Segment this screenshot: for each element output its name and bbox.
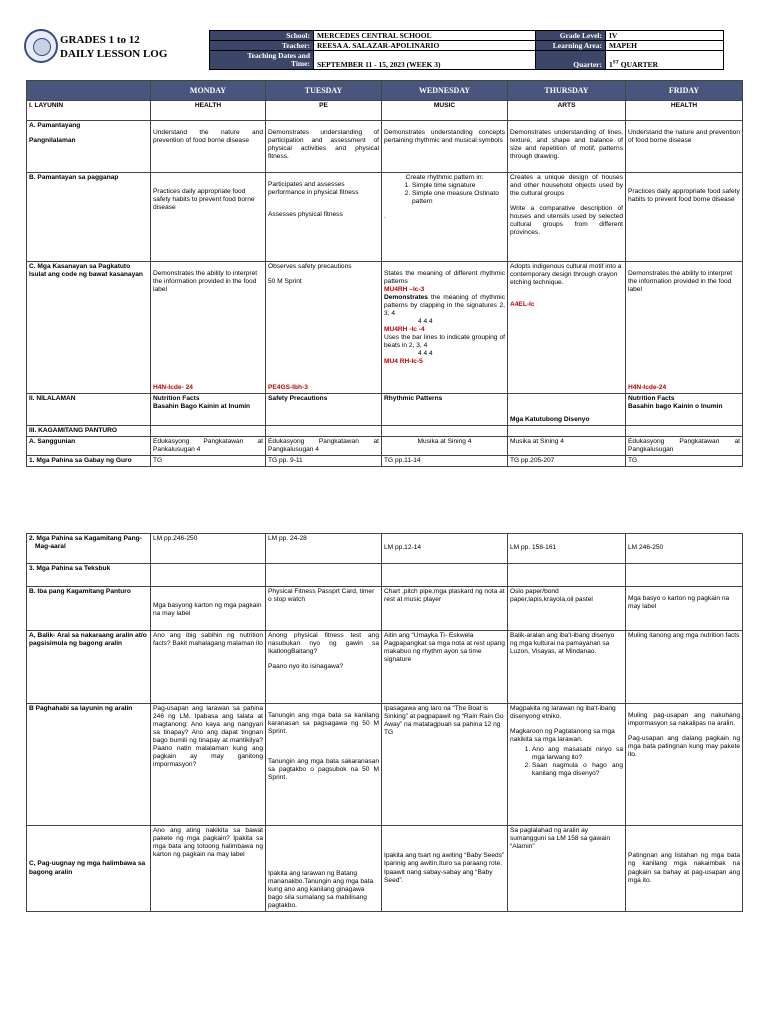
balik-aral-friday: Muling itanong ang mga nutrition facts xyxy=(626,631,743,704)
info-table xyxy=(209,30,724,70)
balik-aral-tuesday: Anong physical fitness test ang nasubukan nyo ng gawin sa IkatlongBaitang? Paano nyo ito isinagawa? xyxy=(266,631,382,704)
balik-aral-monday: Ano ang ibig sabihin ng nutrition facts? Bakit mahalagang malaman ito xyxy=(151,631,266,704)
teacher-label: Teacher: xyxy=(210,41,314,51)
dates-value: SEPTEMBER 11 - 15, 2023 (WEEK 3) xyxy=(314,51,536,70)
school-label: School: xyxy=(210,31,314,41)
code-wednesday-1: MU4RH –Ic-3 xyxy=(384,286,425,294)
sanggunian-monday: Edukasyong Pangkatawan at Pankalusugan 4 xyxy=(151,437,266,456)
day-wednesday: WEDNESDAY xyxy=(382,81,508,101)
nilalaman-wednesday: Rhythmic Patterns xyxy=(382,394,508,426)
day-tuesday: TUESDAY xyxy=(266,81,382,101)
subject-tuesday: PE xyxy=(266,101,382,121)
quarter-value: 1ST QUARTER xyxy=(606,51,724,70)
row-label-nilalaman: II. NILALAMAN xyxy=(27,394,151,426)
balik-aral-wednesday: Aitin ang “Umayka Ti- Eskwela Pagpapangkat sa mga nota at rest upang makabuo ng rhythm ayon sa time signature xyxy=(382,631,508,704)
nilalaman-monday: Nutrition Facts Basahin Bago Kainin at Inumin xyxy=(151,394,266,426)
paghahabi-wednesday: Ipasagawa ang laro na “The Boat is Sinking” at pagpapawit ng “Rain Rain Go Away” na matatagpuan sa pahina 12 ng TG xyxy=(382,704,508,826)
iba-pa-monday: Mga basyong karton ng mga pagkain na may label xyxy=(151,587,266,631)
row-label-layunin: I. LAYUNIN xyxy=(27,101,151,121)
kagamitang-monday: LM pp.246-250 xyxy=(151,534,266,564)
nilalaman-friday: Nutrition Facts Basahin bago Kainin o Inumin xyxy=(626,394,743,426)
pagganap-friday: Practices daily appropriate food safety habits to prevent food borne disease xyxy=(626,173,743,262)
paghahabi-tuesday: Tanungin ang mga bata sa kanilang karanasan sa pagsagawa ng 50 M Sprint. Tanungin ang mga bata sakaranasan sa pagtakbo o pagsubok na 50 M Sprint. xyxy=(266,704,382,826)
row-label-sanggunian: A. Sanggunian xyxy=(27,437,151,456)
pag-uugnay-wednesday: Ipakita ang tsart ng awiting “Baby Seeds” Iparinig ang awitin.Ituro sa paraang rote. Ipaawit nang sabay-sabay ang “Baby Seed”. xyxy=(382,826,508,912)
teacher-value: REESA A. SALAZAR-APOLINARIO xyxy=(314,41,536,51)
pagganap-tuesday: Participates and assesses performance in physical fitness Assesses physical fitness xyxy=(266,173,382,262)
balik-aral-thursday: Balik-aralan ang iba't-ibang disenyo ng mga kulturai na pamayanan sa Luzon, Visayas, at Mindanao. xyxy=(508,631,626,704)
pamantayang-friday: Understand the nature and prevention of food borne disease xyxy=(626,121,743,173)
iba-pa-wednesday: Chart ,pitch pipe,mga plaskard ng nota at rest at music player xyxy=(382,587,508,631)
deped-seal-icon xyxy=(24,29,58,63)
sanggunian-thursday: Musika at Sining 4 xyxy=(508,437,626,456)
subject-monday: HEALTH xyxy=(151,101,266,121)
pag-uugnay-monday: Ano ang ating nakikita sa bawat pakete ng mga pagkain? Ipakita sa mga bata ang totoong halimbawa ng karton ng pagkain na may label xyxy=(151,826,266,912)
pamantayang-thursday: Demonstrates understanding of lines, texture, and shape and balance of size and repetition of motif, patterns through drawing. xyxy=(508,121,626,173)
pamantayang-wednesday: Demonstrates understanding concepts pertaining rhythmic and musical symbols xyxy=(382,121,508,173)
code-tuesday: PE4GS-Ibh-3 xyxy=(268,383,308,391)
school-value: MERCEDES CENTRAL SCHOOL xyxy=(314,31,536,41)
day-monday: MONDAY xyxy=(151,81,266,101)
pamantayang-monday: Understand the nature and prevention of food borne disease xyxy=(151,121,266,173)
corner-cell xyxy=(27,81,151,101)
kasanayan-monday: Demonstrates the ability to interpret the information provided in the food label H4N-Icde- 24 xyxy=(151,262,266,394)
day-friday: FRIDAY xyxy=(626,81,743,101)
subject-friday: HEALTH xyxy=(626,101,743,121)
row-label-iba-pa: B. Iba pang Kagamitang Panturo xyxy=(27,587,151,631)
row-label-kagamitang-pang: 2. Mga Pahina sa Kagamitang Pang- Mag-aaral xyxy=(27,534,151,564)
pag-uugnay-tuesday: Ipakita ang larawan ng Batang mananakbo.Tanungin ang mga bata kung ano ang kanilang ginagawa bago sila sumalang sa mabilisang pagtakbo. xyxy=(266,826,382,912)
gabay-tuesday: TG pp. 9-11 xyxy=(266,456,382,467)
grade-value: IV xyxy=(606,31,724,41)
pamantayang-tuesday: Demonstrates understanding of participation and assessment of physical activities and physical fitness. xyxy=(266,121,382,173)
nilalaman-thursday: Mga Katutubong Disenyo xyxy=(508,394,626,426)
code-thursday: A4EL-Ic xyxy=(510,301,535,309)
iba-pa-friday: Mga basyo o karton ng pagkain na may label xyxy=(626,587,743,631)
nilalaman-tuesday: Safety Precautions xyxy=(266,394,382,426)
row-label-pagganap: B. Pamantayan sa pagganap xyxy=(27,173,151,262)
pag-uugnay-thursday: Sa paglalahad ng aralin ay sumangguni sa LM 158 sa gawain “Alamin” xyxy=(508,826,626,912)
kasanayan-tuesday: Observes safety precautions 50 M Sprint PE4GS-Ibh-3 xyxy=(266,262,382,394)
paghahabi-monday: Pag-usapan ang larawan sa pahina 246 ng LM. Ipabasa ang talata at magtanong: Ano kaya ang nangyari sa tinapay? Ano ang dapat tingnan bago bumili ng tinapay at mantikilya? Paano natin malalaman kung ang pagkain ay may ganitong impormasyon? xyxy=(151,704,266,826)
sanggunian-wednesday: Musika at Sining 4 xyxy=(382,437,508,456)
row-label-gabay: 1. Mga Pahina sa Gabay ng Guro xyxy=(27,456,151,467)
row-label-pamantayang: A. Pamantayang Pangnilalaman xyxy=(27,121,151,173)
title-line-1: GRADES 1 to 12 xyxy=(60,34,140,46)
code-wednesday-3: MU4 RH-Ic-5 xyxy=(384,358,423,366)
code-monday: H4N-Icde- 24 xyxy=(153,383,193,391)
kagamitang-wednesday: LM pp.12-14 xyxy=(382,534,508,564)
kagamitang-friday: LM 246-250 xyxy=(626,534,743,564)
pagganap-wednesday: Create rhythmic pattern in: 1. Simple time signature 2. Simple one measure Ostinato pattern . xyxy=(382,173,508,262)
row-label-balik-aral: A, Balik- Aral sa nakaraang aralin at/o pagsisimula ng bagong aralin xyxy=(27,631,151,704)
paghahabi-friday: Muling pag-usapan ang nakuhang impormasyon sa nakalipas na aralin. Pag-usapan ang dalang pagkain ng mga bata patingnan kung may pakete ito. xyxy=(626,704,743,826)
area-value: MAPEH xyxy=(606,41,724,51)
kasanayan-wednesday: States the meaning of different rhythmic patterns MU4RH –Ic-3 Demonstrates the meaning of rhythmic patterns by clapping in the signatures 2, 3, 4 4 4 4 MU4RH -Ic -4 Uses the bar lines to indicate grouping of beats in 2, 3, 4 4 4 4 MU4 RH-Ic-5 xyxy=(382,262,508,394)
area-label: Learning Area: xyxy=(536,41,606,51)
paghahabi-thursday: Magpakita ng larawan ng iba't-ibang disenyong etniko. Magkaroon ng Pagtatanong sa mga nakikita sa mga larawan. 1. Ano ang masasabi ninyo sa mga larwang ito? 2. Saan nagmula o hago ang kanilang mga disenyo? xyxy=(508,704,626,826)
lesson-table-part1 xyxy=(26,80,743,467)
row-label-paghahabi: B Paghahabi sa layunin ng aralin xyxy=(27,704,151,826)
dates-label: Teaching Dates and Time: xyxy=(210,51,314,70)
code-wednesday-2: MU4RH -Ic -4 xyxy=(384,326,425,334)
pagganap-thursday: Creates a unique design of houses and other household objects used by the cultural groups Write a comparative description of houses and utensils used by selected cultural groups from different provinces. xyxy=(508,173,626,262)
quarter-label: Quarter: xyxy=(536,51,606,70)
gabay-friday: TG xyxy=(626,456,743,467)
code-friday: H4N-Icde-24 xyxy=(628,383,667,391)
kagamitang-tuesday: LM pp. 24-28 xyxy=(266,534,382,564)
iba-pa-thursday: Oslo paper/bond paper,lapis,krayola,oil pastel xyxy=(508,587,626,631)
row-label-teksbuk: 3. Mga Pahina sa Teksbuk xyxy=(27,564,151,587)
grade-label: Grade Level: xyxy=(536,31,606,41)
day-thursday: THURSDAY xyxy=(508,81,626,101)
row-label-pag-uugnay: C, Pag-uugnay ng mga halimbawa sa bagong aralin xyxy=(27,826,151,912)
gabay-wednesday: TG pp.11-14 xyxy=(382,456,508,467)
row-label-kasanayan: C. Mga Kasanayan sa Pagkatuto Isulat ang code ng bawat kasanayan xyxy=(27,262,151,394)
pagganap-monday: Practices daily appropriate food safety habits to prevent food borne disease xyxy=(151,173,266,262)
subject-wednesday: MUSIC xyxy=(382,101,508,121)
sanggunian-friday: Edukasyong Pangkatawan at Pangkalusugan xyxy=(626,437,743,456)
kasanayan-friday: Demonstrates the ability to interpret the information provided in the food label H4N-Icde-24 xyxy=(626,262,743,394)
row-label-kagamitan: III. KAGAMITANG PANTURO xyxy=(27,426,151,437)
pag-uugnay-friday: Patingnan ang listahan ng mga bata ng kanilang mga nakaimbak na pagkain sa bahay at pag-usapan ang mga ito. xyxy=(626,826,743,912)
iba-pa-tuesday: Physical Fitness Passprt Card, timer o stop watch xyxy=(266,587,382,631)
sanggunian-tuesday: Edukasyong Pangkatawan at Pangkalusugan 4 xyxy=(266,437,382,456)
title-line-2: DAILY LESSON LOG xyxy=(60,48,168,60)
gabay-thursday: TG pp.205-207 xyxy=(508,456,626,467)
kagamitang-thursday: LM pp. 158-161 xyxy=(508,534,626,564)
subject-thursday: ARTS xyxy=(508,101,626,121)
kasanayan-thursday: Adopts indigenous cultural motif into a contemporary design through crayon etching technique. A4EL-Ic xyxy=(508,262,626,394)
gabay-monday: TG xyxy=(151,456,266,467)
lesson-table-part2 xyxy=(26,533,743,912)
